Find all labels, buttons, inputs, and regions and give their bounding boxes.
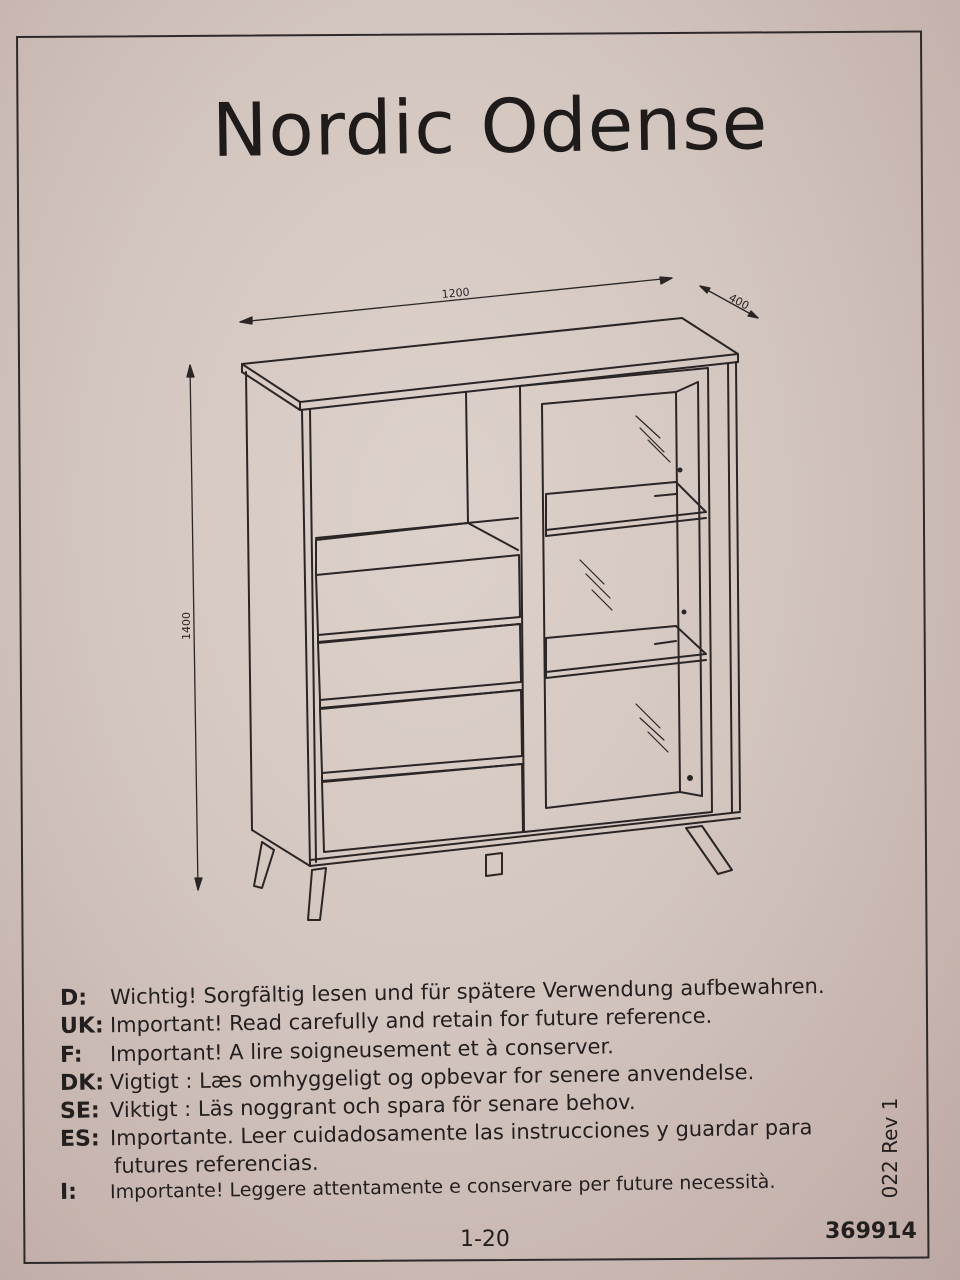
notice-text: Viktigt : Läs noggrant och spara för senare behov. — [109, 1089, 636, 1123]
article-number: 369914 — [825, 1219, 917, 1244]
notice-text: Important! Read carefully and retain for future reference. — [109, 1003, 713, 1038]
language-code: D: — [59, 985, 88, 1011]
width-dimension-label: 1200 — [441, 285, 471, 301]
revision-label: 022 Rev 1 — [878, 1097, 902, 1199]
language-code: ES: — [59, 1126, 100, 1152]
language-code: F: — [59, 1042, 83, 1068]
page-range: 1-20 — [460, 1227, 510, 1252]
notice-text: Wichtig! Sorgfältig lesen und für spätere Verwendung aufbewahren. — [109, 973, 825, 1010]
notice-text: Important! A lire soigneusement et à conserver. — [109, 1034, 615, 1067]
language-code: I: — [59, 1179, 78, 1205]
glass-door — [520, 368, 712, 832]
language-code: DK: — [59, 1070, 105, 1096]
notice-text: Importante. Leer cuidadosamente las instrucciones y guardar para — [109, 1115, 813, 1151]
notice-es-continuation: futures referencias. — [113, 1150, 319, 1178]
height-dimension-label: 1400 — [180, 612, 193, 640]
drawer-fronts — [316, 555, 523, 852]
language-code: SE: — [59, 1098, 100, 1124]
product-title: Nordic Odense — [211, 80, 769, 174]
notice-text: Importante! Leggere attentamente e conservare per future necessità. — [109, 1170, 776, 1204]
notice-text: Vigtigt : Læs omhyggeligt og opbevar for senere anvendelse. — [109, 1060, 755, 1095]
depth-dimension-label: 400 — [726, 291, 752, 313]
language-code: UK: — [59, 1013, 104, 1039]
